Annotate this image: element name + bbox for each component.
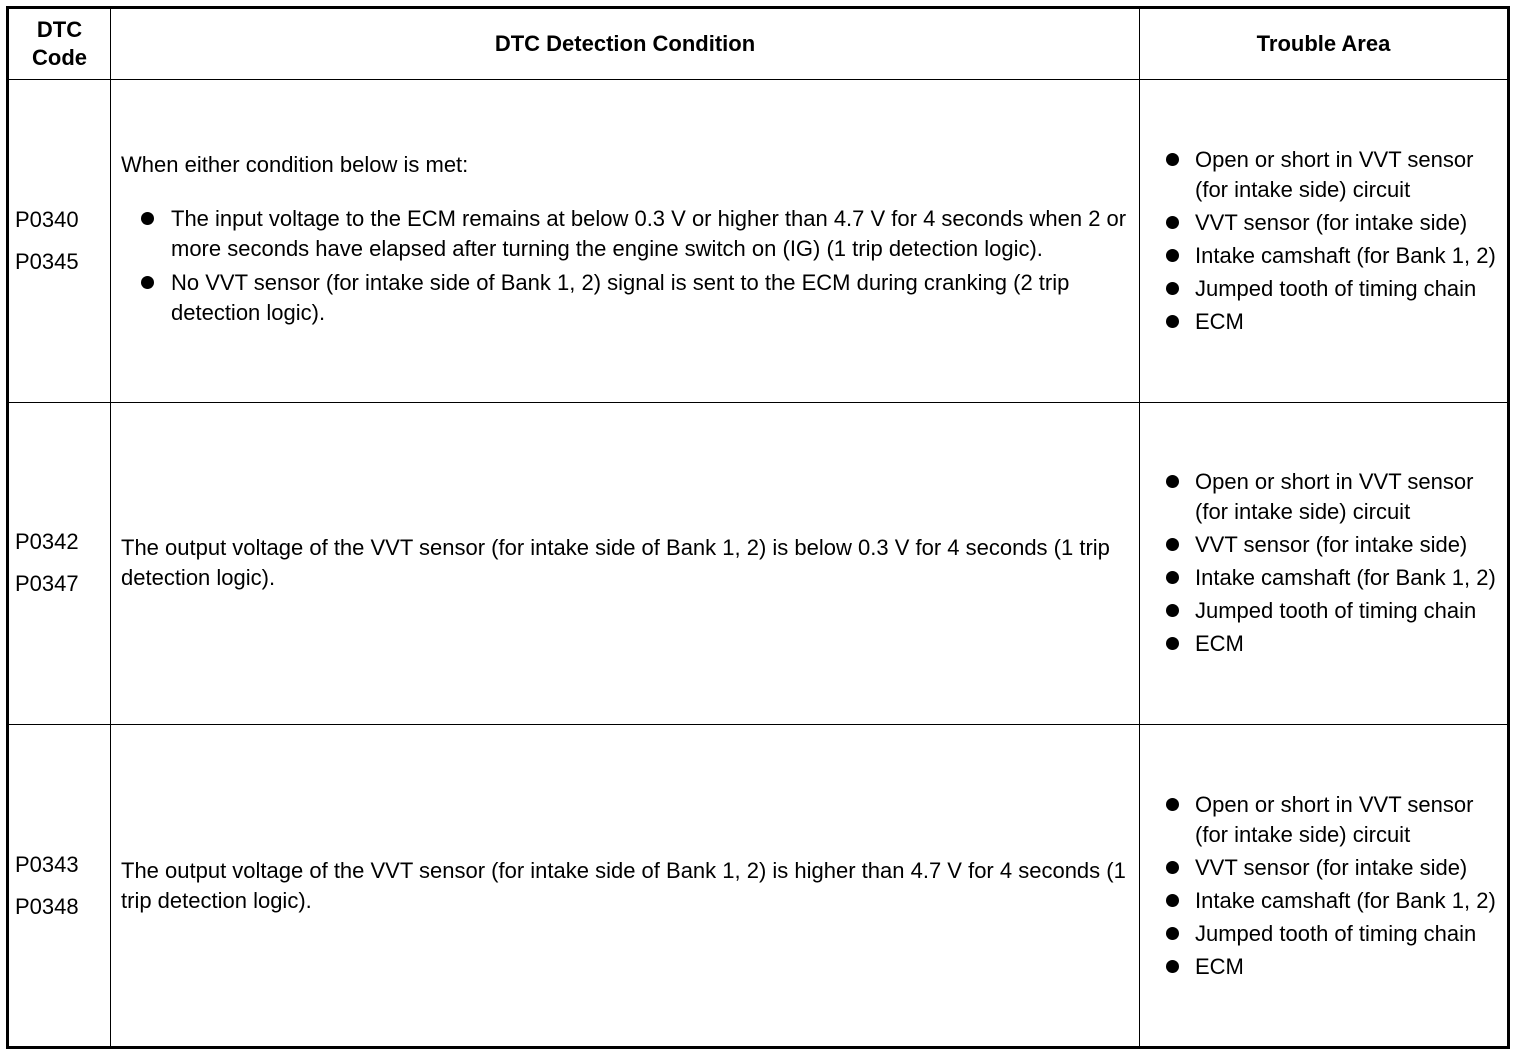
condition-intro: When either condition below is met:	[121, 151, 469, 177]
trouble-item	[1140, 530, 1503, 560]
trouble-area-cell	[1140, 402, 1509, 725]
detection-condition-cell	[111, 402, 1140, 725]
trouble-list	[1140, 790, 1503, 982]
trouble-item-text: Jumped tooth of timing chain	[1195, 598, 1477, 624]
bullet-icon	[1166, 960, 1179, 973]
trouble-item	[1140, 596, 1503, 626]
condition-item	[121, 204, 1131, 264]
dtc-code: P0345	[15, 248, 79, 274]
trouble-item-text: Open or short in VVT sensor (for intake side) circuit	[1195, 791, 1474, 847]
bullet-icon	[1166, 153, 1179, 166]
trouble-area-cell	[1140, 725, 1509, 1048]
trouble-item	[1140, 563, 1503, 593]
bullet-icon	[1166, 927, 1179, 940]
dtc-code: P0342	[15, 529, 79, 555]
trouble-item-text: VVT sensor (for intake side)	[1195, 532, 1468, 558]
trouble-item-text: Intake camshaft (for Bank 1, 2)	[1195, 887, 1496, 913]
trouble-item-text: ECM	[1195, 953, 1244, 979]
header-trouble-area: Trouble Area	[1140, 8, 1509, 80]
trouble-item-text: Open or short in VVT sensor (for intake side) circuit	[1195, 146, 1474, 202]
bullet-icon	[1166, 315, 1179, 328]
trouble-item	[1140, 853, 1503, 883]
bullet-icon	[141, 276, 154, 289]
condition-list	[121, 204, 1131, 328]
bullet-icon	[1166, 604, 1179, 617]
trouble-item	[1140, 886, 1503, 916]
bullet-icon	[141, 212, 154, 225]
trouble-item-text: ECM	[1195, 631, 1244, 657]
trouble-item-text: Intake camshaft (for Bank 1, 2)	[1195, 565, 1496, 591]
condition-item-text: The input voltage to the ECM remains at below 0.3 V or higher than 4.7 V for 4 seconds when 2 or more seconds have elapsed after turning the engine switch on (IG) (1 trip detection logic).	[171, 205, 1127, 261]
trouble-item-text: Jumped tooth of timing chain	[1195, 275, 1477, 301]
trouble-item	[1140, 208, 1503, 238]
trouble-list	[1140, 145, 1503, 337]
dtc-code: P0348	[15, 893, 79, 919]
trouble-item-text: VVT sensor (for intake side)	[1195, 209, 1468, 235]
dtc-code: P0343	[15, 851, 79, 877]
trouble-item	[1140, 467, 1503, 527]
trouble-item-text: Jumped tooth of timing chain	[1195, 920, 1477, 946]
table-row	[8, 80, 1509, 403]
detection-condition-cell	[111, 80, 1140, 403]
condition-text: The output voltage of the VVT sensor (for intake side of Bank 1, 2) is below 0.3 V for 4 seconds (1 trip detection logic).	[121, 535, 1110, 591]
detection-condition-cell	[111, 725, 1140, 1048]
trouble-item	[1140, 274, 1503, 304]
trouble-item	[1140, 307, 1503, 337]
trouble-item	[1140, 952, 1503, 982]
condition-item-text: No VVT sensor (for intake side of Bank 1, 2) signal is sent to the ECM during cranking (2 trip detection logic).	[171, 269, 1070, 325]
bullet-icon	[1166, 861, 1179, 874]
trouble-item-text: ECM	[1195, 308, 1244, 334]
trouble-area-cell	[1140, 80, 1509, 403]
table-row	[8, 725, 1509, 1048]
trouble-item	[1140, 145, 1503, 205]
header-row	[8, 8, 1509, 80]
bullet-icon	[1166, 216, 1179, 229]
bullet-icon	[1166, 475, 1179, 488]
dtc-code: P0347	[15, 571, 79, 597]
trouble-list	[1140, 467, 1503, 659]
dtc-table	[6, 6, 1510, 1049]
bullet-icon	[1166, 798, 1179, 811]
table-row	[8, 402, 1509, 725]
dtc-codes-cell	[8, 725, 111, 1048]
trouble-item-text: Intake camshaft (for Bank 1, 2)	[1195, 242, 1496, 268]
trouble-item	[1140, 790, 1503, 850]
condition-item	[121, 268, 1131, 328]
trouble-item	[1140, 629, 1503, 659]
bullet-icon	[1166, 637, 1179, 650]
header-detection-condition: DTC Detection Condition	[111, 8, 1140, 80]
bullet-icon	[1166, 571, 1179, 584]
dtc-code: P0340	[15, 206, 79, 232]
bullet-icon	[1166, 249, 1179, 262]
trouble-item	[1140, 241, 1503, 271]
bullet-icon	[1166, 538, 1179, 551]
header-dtc-code: DTC Code	[8, 8, 111, 80]
dtc-codes-cell	[8, 80, 111, 403]
bullet-icon	[1166, 894, 1179, 907]
trouble-item-text: Open or short in VVT sensor (for intake side) circuit	[1195, 469, 1474, 525]
condition-text: The output voltage of the VVT sensor (for intake side of Bank 1, 2) is higher than 4.7 V for 4 seconds (1 trip detection logic).	[121, 857, 1126, 913]
trouble-item	[1140, 919, 1503, 949]
bullet-icon	[1166, 282, 1179, 295]
dtc-codes-cell	[8, 402, 111, 725]
trouble-item-text: VVT sensor (for intake side)	[1195, 854, 1468, 880]
